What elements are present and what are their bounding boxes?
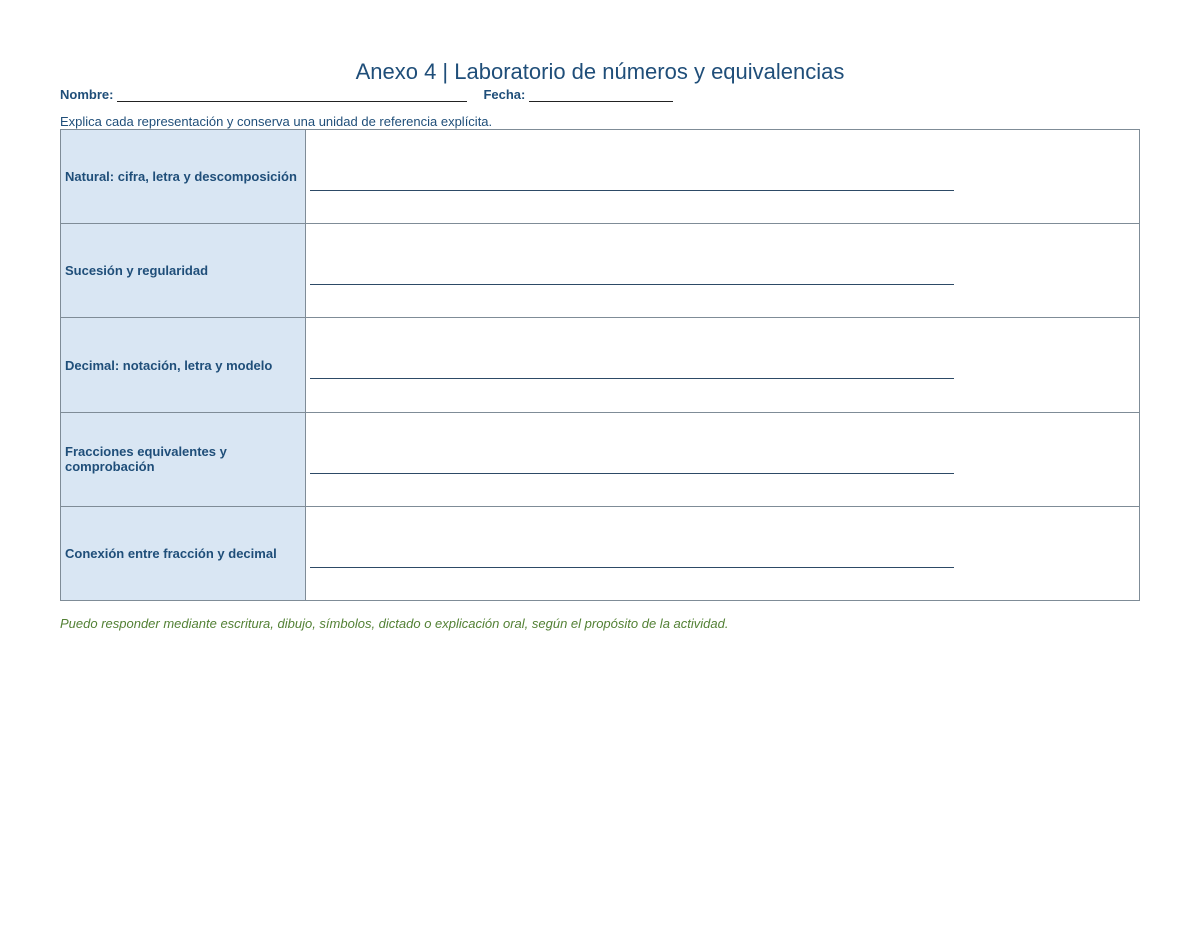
row-label: Decimal: notación, letra y modelo xyxy=(61,318,306,411)
table-row xyxy=(61,318,1139,412)
accessibility-note: Puedo responder mediante escritura, dibujo, símbolos, dictado o explicación oral, según el propósito de la actividad. xyxy=(60,616,729,631)
answer-line xyxy=(310,567,954,568)
table-row xyxy=(61,507,1139,600)
worksheet-table xyxy=(60,129,1140,601)
row-label: Sucesión y regularidad xyxy=(61,224,306,317)
answer-line xyxy=(310,473,954,474)
table-row xyxy=(61,224,1139,318)
table-row xyxy=(61,130,1139,224)
row-label: Natural: cifra, letra y descomposición xyxy=(61,130,306,223)
answer-cell[interactable] xyxy=(306,318,1139,411)
date-label: Fecha: xyxy=(483,87,526,102)
answer-line xyxy=(310,284,954,285)
student-info-row xyxy=(60,84,673,102)
answer-cell[interactable] xyxy=(306,130,1139,223)
answer-cell[interactable] xyxy=(306,224,1139,317)
page-title: Anexo 4 | Laboratorio de números y equivalencias xyxy=(355,59,845,84)
answer-line xyxy=(310,190,954,191)
name-field[interactable] xyxy=(117,87,467,102)
answer-cell[interactable] xyxy=(306,507,1139,600)
row-label: Fracciones equivalentes y comprobación xyxy=(61,413,306,506)
name-label: Nombre: xyxy=(60,87,114,102)
row-label: Conexión entre fracción y decimal xyxy=(61,507,306,600)
date-field[interactable] xyxy=(529,87,673,102)
instruction-text: Explica cada representación y conserva una unidad de referencia explícita. xyxy=(60,114,493,129)
table-row xyxy=(61,413,1139,507)
answer-line xyxy=(310,378,954,379)
answer-cell[interactable] xyxy=(306,413,1139,506)
